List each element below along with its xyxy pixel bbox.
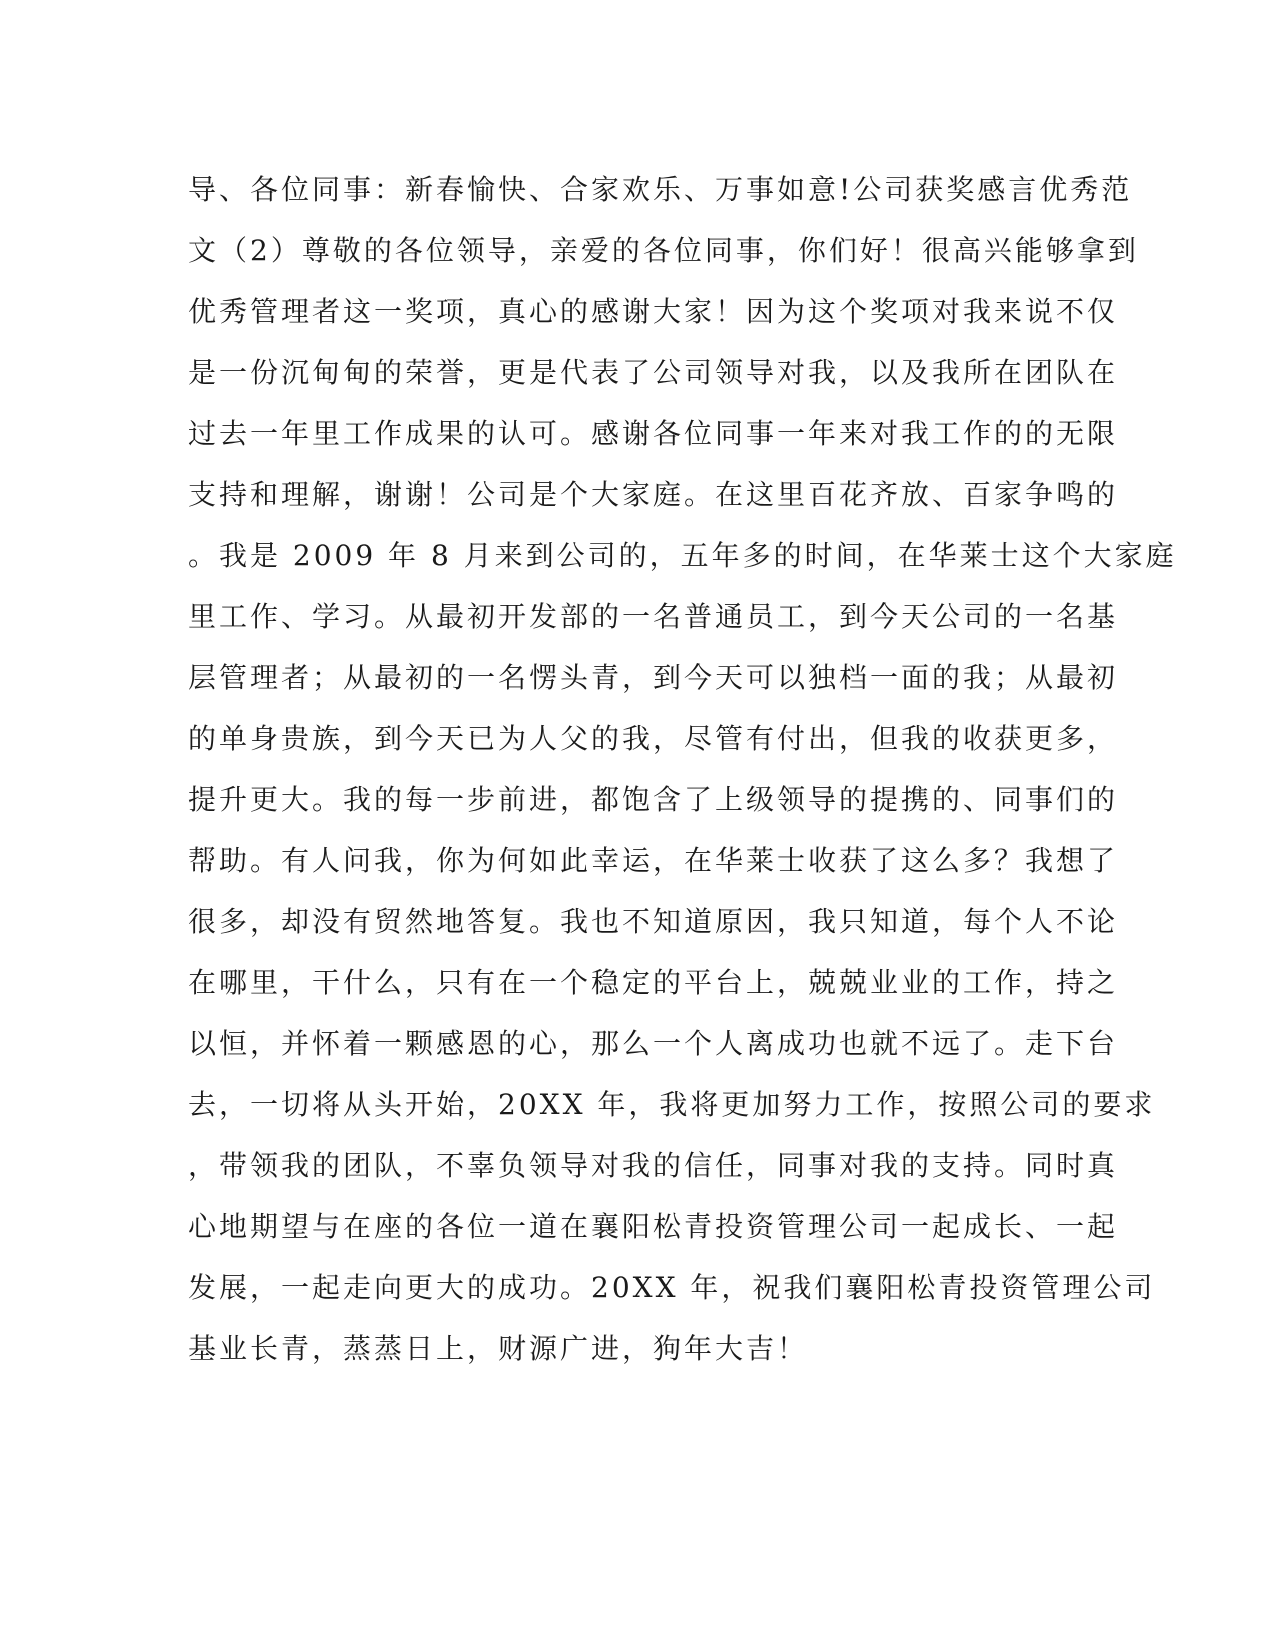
text-line: 在哪里，干什么，只有在一个稳定的平台上，兢兢业业的工作，持之 xyxy=(188,966,1119,999)
text-line: 。我是 2009 年 8 月来到公司的，五年多的时间，在华莱士这个大家庭 xyxy=(188,539,1177,572)
text-line: ，带领我的团队，不辜负领导对我的信任，同事对我的支持。同时真 xyxy=(188,1149,1119,1182)
text-line: 很多，却没有贸然地答复。我也不知道原因，我只知道，每个人不论 xyxy=(188,905,1119,938)
text-line: 层管理者；从最初的一名愣头青，到今天可以独档一面的我；从最初 xyxy=(188,661,1119,694)
text-line: 导、各位同事：新春愉快、合家欢乐、万事如意!公司获奖感言优秀范 xyxy=(188,173,1133,206)
text-line: 去，一切将从头开始，20XX 年，我将更加努力工作，按照公司的要求 xyxy=(188,1088,1156,1121)
text-line: 提升更大。我的每一步前进，都饱含了上级领导的提携的、同事们的 xyxy=(188,783,1119,816)
text-line: 是一份沉甸甸的荣誉，更是代表了公司领导对我，以及我所在团队在 xyxy=(188,356,1119,389)
text-line: 基业长青，蒸蒸日上，财源广进，狗年大吉！ xyxy=(188,1332,809,1365)
body-text xyxy=(188,159,1177,1379)
text-line: 里工作、学习。从最初开发部的一名普通员工，到今天公司的一名基 xyxy=(188,600,1119,633)
text-line: 的单身贵族，到今天已为人父的我，尽管有付出，但我的收获更多， xyxy=(188,722,1119,755)
text-line: 帮助。有人问我，你为何如此幸运，在华莱士收获了这么多？我想了 xyxy=(188,844,1119,877)
text-line: 文（2）尊敬的各位领导，亲爱的各位同事，你们好！很高兴能够拿到 xyxy=(188,234,1139,267)
text-line: 发展，一起走向更大的成功。20XX 年，祝我们襄阳松青投资管理公司 xyxy=(188,1271,1156,1304)
text-line: 心地期望与在座的各位一道在襄阳松青投资管理公司一起成长、一起 xyxy=(188,1210,1119,1243)
text-line: 以恒，并怀着一颗感恩的心，那么一个人离成功也就不远了。走下台 xyxy=(188,1027,1119,1060)
text-line: 过去一年里工作成果的认可。感谢各位同事一年来对我工作的的无限 xyxy=(188,417,1119,450)
text-line: 优秀管理者这一奖项，真心的感谢大家！因为这个奖项对我来说不仅 xyxy=(188,295,1119,328)
text-line: 支持和理解，谢谢！公司是个大家庭。在这里百花齐放、百家争鸣的 xyxy=(188,478,1119,511)
